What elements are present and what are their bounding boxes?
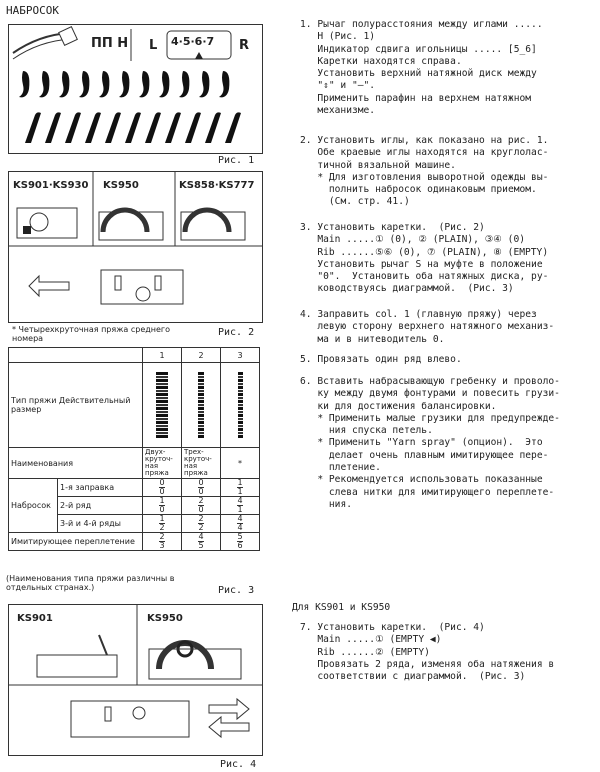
- table-cell-value: 2: [198, 496, 204, 505]
- table-cell-value: 6: [237, 541, 243, 550]
- svg-text:R: R: [239, 38, 250, 53]
- yarn-name-1: Двух-круточ-ная пряжа: [143, 448, 182, 479]
- row-label: 2-й ряд: [58, 497, 143, 515]
- table-cell-value: 1: [237, 478, 243, 487]
- col-header-1: 1: [143, 348, 182, 363]
- table-cell-value: 4: [237, 514, 243, 523]
- carriage-settings-illustration-4: [9, 605, 262, 755]
- model-label-ks858-ks777: KS858·KS777: [179, 180, 255, 191]
- yarn-tension-table: [8, 347, 260, 551]
- table-cell-value: 0: [198, 487, 204, 496]
- table-cell-value: 1: [159, 514, 165, 523]
- yarn-sample-1: [156, 372, 168, 438]
- table-cell-value: 4: [237, 523, 243, 532]
- table-cell-value: 0: [198, 478, 204, 487]
- figure-2-note: * Четырехкруточная пряжа среднего номера: [12, 325, 171, 343]
- figure-2: [8, 171, 263, 323]
- step-2: 2. Установить иглы, как показано на рис. 1. Обе краевые иглы находятся на круглолас- тичной вязальной машине. * Для изготовления вывoротной одежды вы- полнить набросок одинаковым приемом. (См. стр. 41.): [300, 135, 549, 208]
- figure-1-caption: Рис. 1: [218, 155, 255, 166]
- col-header-2: 2: [182, 348, 221, 363]
- table-cell-value: 3: [159, 541, 165, 550]
- figure-4: [8, 604, 263, 756]
- carriage-settings-illustration: [9, 172, 262, 322]
- yarn-name-2: Трех-круточ-ная пряжа: [182, 448, 221, 479]
- table-cell-value: 5: [237, 532, 243, 541]
- table-cell-value: 0: [159, 478, 165, 487]
- figure-3-caption: Рис. 3: [218, 585, 255, 596]
- table-cell-value: 0: [159, 487, 165, 496]
- section-title-ks901-ks950: Для KS901 и KS950: [292, 602, 391, 613]
- table-cell-value: 5: [198, 541, 204, 550]
- model-label-ks950: KS950: [147, 613, 183, 624]
- table-cell-value: 0: [198, 505, 204, 514]
- page-title: НАБРОСОК: [6, 4, 59, 17]
- table-cell-value: 2: [159, 523, 165, 532]
- table-cell-value: 2: [159, 532, 165, 541]
- row-label-names: Наименования: [9, 448, 143, 479]
- model-label-ks950: KS950: [103, 180, 139, 191]
- row-label: 3-й и 4-й ряды: [58, 515, 143, 533]
- group-label-cast-on: Набросок: [9, 479, 58, 533]
- step-4: 4. Заправить col. 1 (главную пряжу) через левую сторону верхнего натяжного механиз- ма и в нитеводитель 0.: [300, 309, 555, 345]
- table-cell-value: 4: [237, 496, 243, 505]
- svg-text:L: L: [149, 38, 158, 53]
- figure-1: [8, 24, 263, 154]
- step-3: 3. Установить каретки. (Рис. 2) Main .....① (0), ② (PLAIN), ③④ (0) Rib ......⑤⑥ (0), ⑦ (PLAIN), ⑧ (EMPTY) Установить рычаг S на муфте в положение "0". Установить оба натяжных диска, ру- ководствуясь диаграммой. (Рис. 3): [300, 222, 549, 295]
- yarn-name-3: *: [221, 448, 260, 479]
- figure-2-caption: Рис. 2: [218, 327, 255, 338]
- yarn-sample-3: [238, 372, 243, 438]
- table-cell-value: 1: [237, 505, 243, 514]
- step-1: 1. Рычаг полурасстояния между иглами ..... H (Рис. 1) Индикатор сдвига игольницы ..... [5̲6] Каретки находятся справа. Установить верхний натяжной диск между "⇕" и "—". Применить парафин на верхнем натяжном механизме.: [300, 19, 543, 117]
- table-cell-value: 4: [198, 532, 204, 541]
- figure-3-note: (Наименования типа пряжи различны в отдельных странах.): [6, 574, 175, 592]
- model-label-ks901-ks930: KS901·KS930: [13, 180, 89, 191]
- row-label-yarn-type: Тип пряжи Действительный размер: [9, 363, 143, 448]
- yarn-sample-2: [198, 372, 204, 438]
- col-header-3: 3: [221, 348, 260, 363]
- row-label-simulated-rib: Имитирующее переплетение: [9, 533, 143, 551]
- svg-text:4·5·6·7: 4·5·6·7: [171, 35, 215, 48]
- step-5: 5. Провязать один ряд влево.: [300, 354, 462, 365]
- table-cell-value: 1: [237, 487, 243, 496]
- figure-4-caption: Рис. 4: [220, 759, 257, 770]
- table-cell-value: 2: [198, 514, 204, 523]
- needle-setting-illustration: [9, 25, 262, 153]
- model-label-ks901: KS901: [17, 613, 53, 624]
- table-cell-value: 1: [159, 496, 165, 505]
- step-7: 7. Установить каретки. (Рис. 4) Main .....① (EMPTY ◀) Rib ......② (EMPTY) Провязать 2 ряда, изменяя оба натяжения в соответствии с диаграммой. (Рис. 3): [300, 622, 555, 683]
- table-cell-value: 2: [198, 523, 204, 532]
- table-cell-value: 0: [159, 505, 165, 514]
- step-6: 6. Вставить набрасывающую гребенку и проволо- ку между двумя фонтурами и повесить грузи- ки для достижения балансировки. * Применить малые грузики для предупрежде- ния спуска петель. * Применить "Yarn spray" (опцион). Это делает очень плавным имитирующее пере- плетение. * Рекомендуется использовать показанные слева нитки для имитирующего переплете- ния.: [300, 376, 560, 510]
- half-pitch-label: ΠΠ H: [91, 36, 129, 51]
- row-label: 1-я заправка: [58, 479, 143, 497]
